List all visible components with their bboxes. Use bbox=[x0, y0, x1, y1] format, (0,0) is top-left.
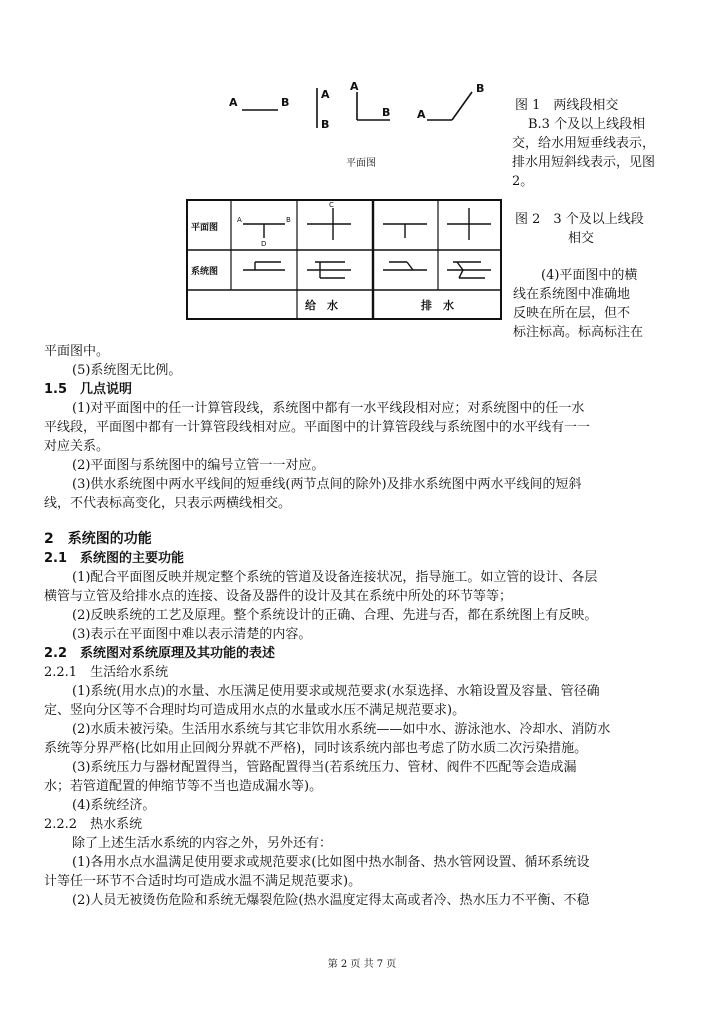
body-line: (1)对平面图中的任一计算管段线，系统图中都有一水平线段相对应；对系统图中的任一水 bbox=[72, 401, 585, 416]
fig1-label: A bbox=[229, 96, 238, 109]
body-line: 水；若管道配置的伸缩节等不当也造成漏水等)。 bbox=[44, 779, 323, 794]
fig1-label: B bbox=[382, 106, 391, 119]
fig2-cell-label: D bbox=[261, 240, 267, 248]
section-heading-2-1: 2.1 系统图的主要功能 bbox=[44, 551, 185, 566]
fig1-label: A bbox=[417, 108, 426, 121]
fig1-title: 图 1 两线段相交 bbox=[515, 98, 619, 113]
section-heading-2-2-2: 2.2.2 热水系统 bbox=[44, 817, 143, 832]
body-line: (1)系统(用水点)的水量、水压满足使用要求或规范要求(水泵选择、水箱设置及容量、管径确 bbox=[72, 684, 600, 699]
fig2-cell-label: A bbox=[237, 216, 242, 224]
fig1-label: A bbox=[350, 80, 359, 93]
section-heading-2: 2 系统图的功能 bbox=[44, 531, 152, 547]
body-line: 横管与立管及给排水点的连接、设备及器件的设计及其在系统中所处的环节等等； bbox=[44, 589, 513, 604]
body-line: (5)系统图无比例。 bbox=[72, 363, 182, 378]
fig1-caption: 平面图 bbox=[346, 158, 376, 169]
fig1-label: B bbox=[321, 118, 330, 131]
body-line: 除了上述生活水系统的内容之外，另外还有： bbox=[72, 836, 333, 851]
fig2-row-label: 平面图 bbox=[191, 223, 219, 233]
section-heading-2-2-1: 2.2.1 生活给水系统 bbox=[44, 665, 169, 680]
body-line: (1)配合平面图反映并规定整个系统的管道及设备连接状况，指导施工。如立管的设计、各层 bbox=[72, 570, 598, 585]
fig1-slant-segment bbox=[452, 92, 472, 120]
fig2-title-cont: 相交 bbox=[568, 231, 595, 246]
body-line: 系统等分界严格(比如用止回阀分界就不严格)，同时该系统内部也考虑了防水质二次污染措施。 bbox=[44, 741, 588, 756]
side-text-line: 线在系统图中准确地 bbox=[513, 287, 631, 302]
side-text-line: 排水用短斜线表示，见图 bbox=[512, 155, 656, 170]
side-text-line: (4)平面图中的横 bbox=[541, 268, 638, 283]
body-line: (4)系统经济。 bbox=[72, 798, 156, 813]
fig1-label: B bbox=[476, 82, 485, 95]
section-heading-2-2: 2.2 系统图对系统原理及其功能的表述 bbox=[44, 646, 276, 661]
body-line: 定、竖向分区等不合理时均可造成用水点的水量或水压不满足规范要求)。 bbox=[44, 703, 466, 718]
figure-2 bbox=[185, 198, 505, 323]
body-line: (3)系统压力与器材配置得当，管路配置得当(若系统压力、管材、阀件不匹配等会造成漏 bbox=[72, 760, 577, 775]
fig1-label: A bbox=[321, 88, 330, 101]
body-line: (3)供水系统图中两水平线间的短垂线(两节点间的除外)及排水系统图中两水平线间的短斜 bbox=[72, 477, 582, 492]
section-heading-1-5: 1.5 几点说明 bbox=[44, 382, 133, 397]
fig2-symbols bbox=[243, 208, 491, 278]
body-line: 平面图中。 bbox=[44, 344, 110, 359]
side-text-line: 交，给水用短垂线表示， bbox=[512, 136, 656, 151]
body-line: 线，不代表标高变化，只表示两横线相交。 bbox=[44, 496, 292, 511]
side-text-line: 2。 bbox=[512, 174, 534, 189]
page-footer: 第 2 页 共 7 页 bbox=[327, 959, 397, 970]
body-line: (1)各用水点水温满足使用要求或规范要求(比如图中热水制备、热水管网设置、循环系统设 bbox=[72, 855, 590, 870]
fig2-cell-label: B bbox=[286, 216, 291, 224]
fig2-footer-drainage: 排 水 bbox=[421, 299, 454, 312]
side-text-line: 标注标高。标高标注在 bbox=[513, 325, 644, 340]
body-line: (2)平面图与系统图中的编号立管一一对应。 bbox=[72, 458, 325, 473]
figure-1 bbox=[220, 80, 490, 180]
body-line: 计等任一环节不合适时均可造成水温不满足规范要求)。 bbox=[44, 874, 362, 889]
side-text-line: 反映在所在层，但不 bbox=[513, 306, 631, 321]
fig2-title: 图 2 3 个及以上线段 bbox=[515, 212, 644, 227]
body-line: (2)人员无被烫伤危险和系统无爆裂危险(热水温度定得太高或者冷、热水压力不平衡、不稳 bbox=[72, 893, 590, 908]
body-line: 对应关系。 bbox=[44, 439, 110, 454]
side-text-line: B.3 个及以上线段相 bbox=[528, 117, 646, 132]
fig2-footer-water-supply: 给 水 bbox=[305, 299, 338, 312]
body-line: 平线段，平面图中都有一计算管段线相对应。平面图中的计算管段线与系统图中的水平线有一一 bbox=[44, 420, 591, 435]
body-line: (3)表示在平面图中难以表示清楚的内容。 bbox=[72, 627, 312, 642]
body-line: (2)水质未被污染。生活用水系统与其它非饮用水系统——如中水、游泳池水、冷却水、消防水 bbox=[72, 722, 611, 737]
fig2-row-label: 系统图 bbox=[191, 267, 219, 277]
fig2-cell-label: C bbox=[329, 201, 334, 209]
body-line: (2)反映系统的工艺及原理。整个系统设计的正确、合理、先进与否，都在系统图上有反映。 bbox=[72, 608, 598, 623]
fig1-label: B bbox=[281, 96, 290, 109]
